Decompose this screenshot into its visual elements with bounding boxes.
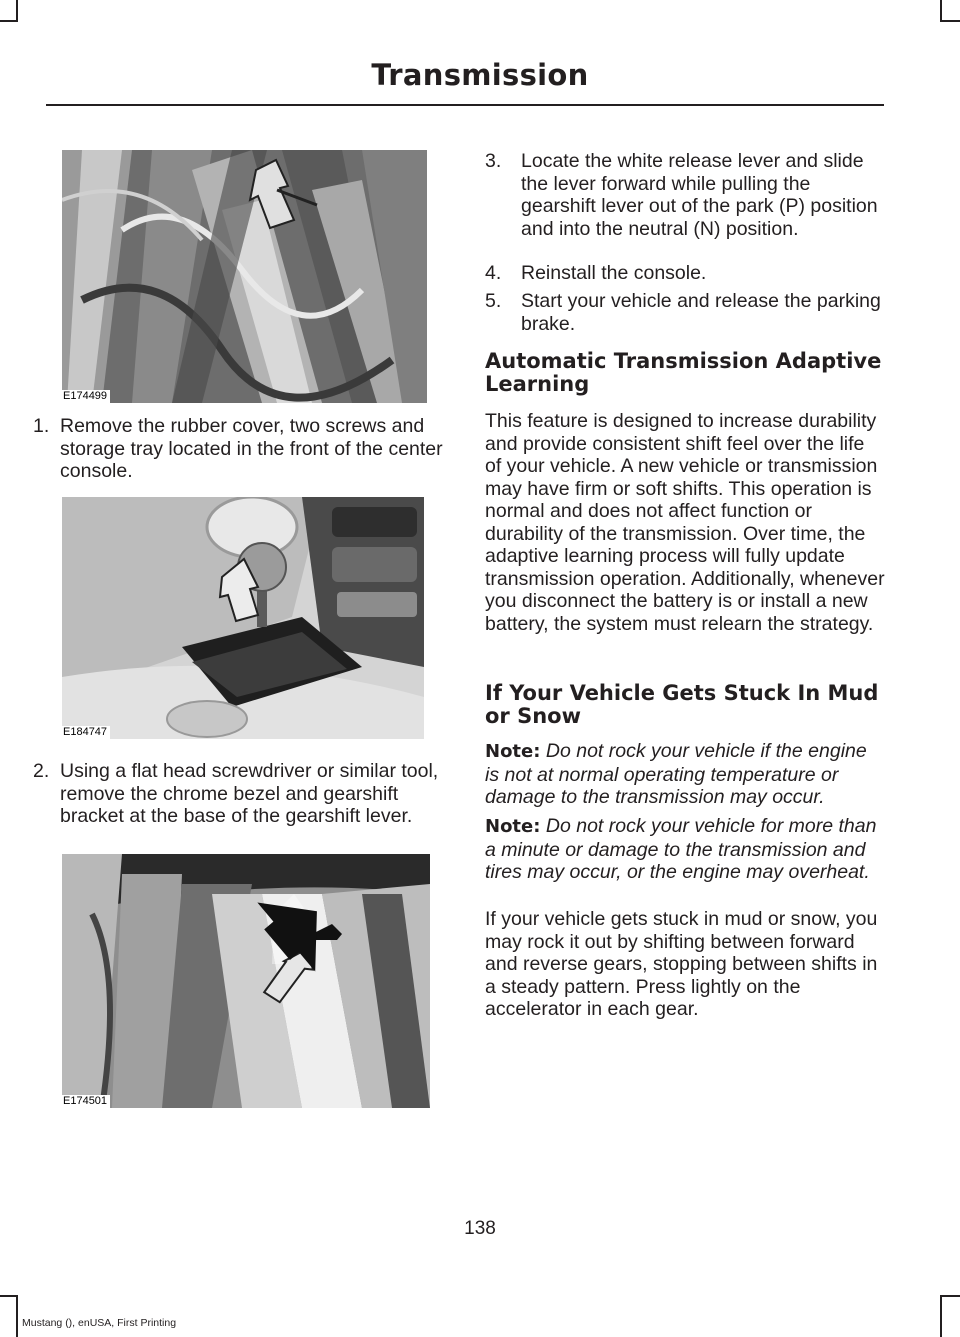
- step-number: 2.: [33, 760, 50, 782]
- step-number: 4.: [485, 262, 502, 284]
- center-console-illustration: [62, 497, 424, 739]
- note-label: Note:: [485, 741, 541, 762]
- step-number: 5.: [485, 290, 502, 312]
- step-text: Remove the rubber cover, two screws and storage tray located in the front of the center console.: [60, 415, 443, 482]
- note-text: Do not rock your vehicle if the engine is not at normal operating temperature or damage to the transmission may occur.: [485, 740, 867, 808]
- note-label: Note:: [485, 816, 541, 837]
- step-number: 3.: [485, 150, 502, 172]
- step-text: Reinstall the console.: [521, 262, 707, 284]
- note-1: [485, 740, 885, 809]
- step-number: 1.: [33, 415, 50, 437]
- step-4: [485, 262, 885, 285]
- step-1: [33, 415, 451, 483]
- crop-mark: [0, 20, 18, 22]
- section-heading-adaptive-learning: Automatic Transmission Adaptive Learning: [485, 349, 882, 396]
- step-5: [485, 290, 885, 335]
- step-3: [485, 150, 885, 240]
- page-title: Transmission: [371, 58, 589, 92]
- figure-code: E184747: [62, 726, 110, 739]
- gearshift-illustration: [62, 150, 427, 403]
- figure-e184747: [62, 497, 424, 739]
- note-text: Do not rock your vehicle for more than a minute or damage to the transmission and tires may occur, or the engine may overheat.: [485, 815, 877, 883]
- page-number: 138: [464, 1218, 496, 1239]
- crop-mark: [0, 1295, 18, 1297]
- header-divider: [46, 104, 884, 106]
- crop-mark: [940, 1295, 942, 1337]
- section-heading-stuck-in-mud: If Your Vehicle Gets Stuck In Mud or Snow: [485, 681, 879, 728]
- step-text: Start your vehicle and release the parking brake.: [521, 290, 881, 335]
- crop-mark: [940, 0, 942, 22]
- crop-mark: [16, 1295, 18, 1337]
- note-2: [485, 815, 885, 884]
- crop-mark: [16, 0, 18, 22]
- release-lever-illustration: [62, 854, 430, 1108]
- figure-e174499: [62, 150, 427, 403]
- stuck-in-mud-paragraph: If your vehicle gets stuck in mud or snow, you may rock it out by shifting between forward and reverse gears, stopping between shifts in a steady pattern. Press lightly on the accelerator in each gear.: [485, 908, 878, 1020]
- figure-code: E174499: [62, 390, 110, 403]
- footer-text: Mustang (), enUSA, First Printing: [22, 1317, 177, 1329]
- step-text: Using a flat head screwdriver or similar tool, remove the chrome bezel and gearshift bracket at the base of the gearshift lever.: [60, 760, 439, 827]
- step-text: Locate the white release lever and slide the lever forward while pulling the gearshift lever out of the park (P) position and into the neutral (N) position.: [521, 150, 878, 240]
- figure-code: E174501: [62, 1095, 110, 1108]
- figure-e174501: [62, 854, 430, 1108]
- adaptive-learning-paragraph: This feature is designed to increase durability and provide consistent shift feel over the life of your vehicle. A new vehicle or transmission may have firm or soft shifts. This operation is normal and does not affect function or durability of the transmission. Over time, the adaptive learning process will fully update transmission operation. Additionally, whenever you disconnect the battery is or install a new battery, the system must relearn the strategy.: [485, 410, 885, 635]
- step-2: [33, 760, 451, 828]
- crop-mark: [940, 20, 960, 22]
- crop-mark: [940, 1295, 960, 1297]
